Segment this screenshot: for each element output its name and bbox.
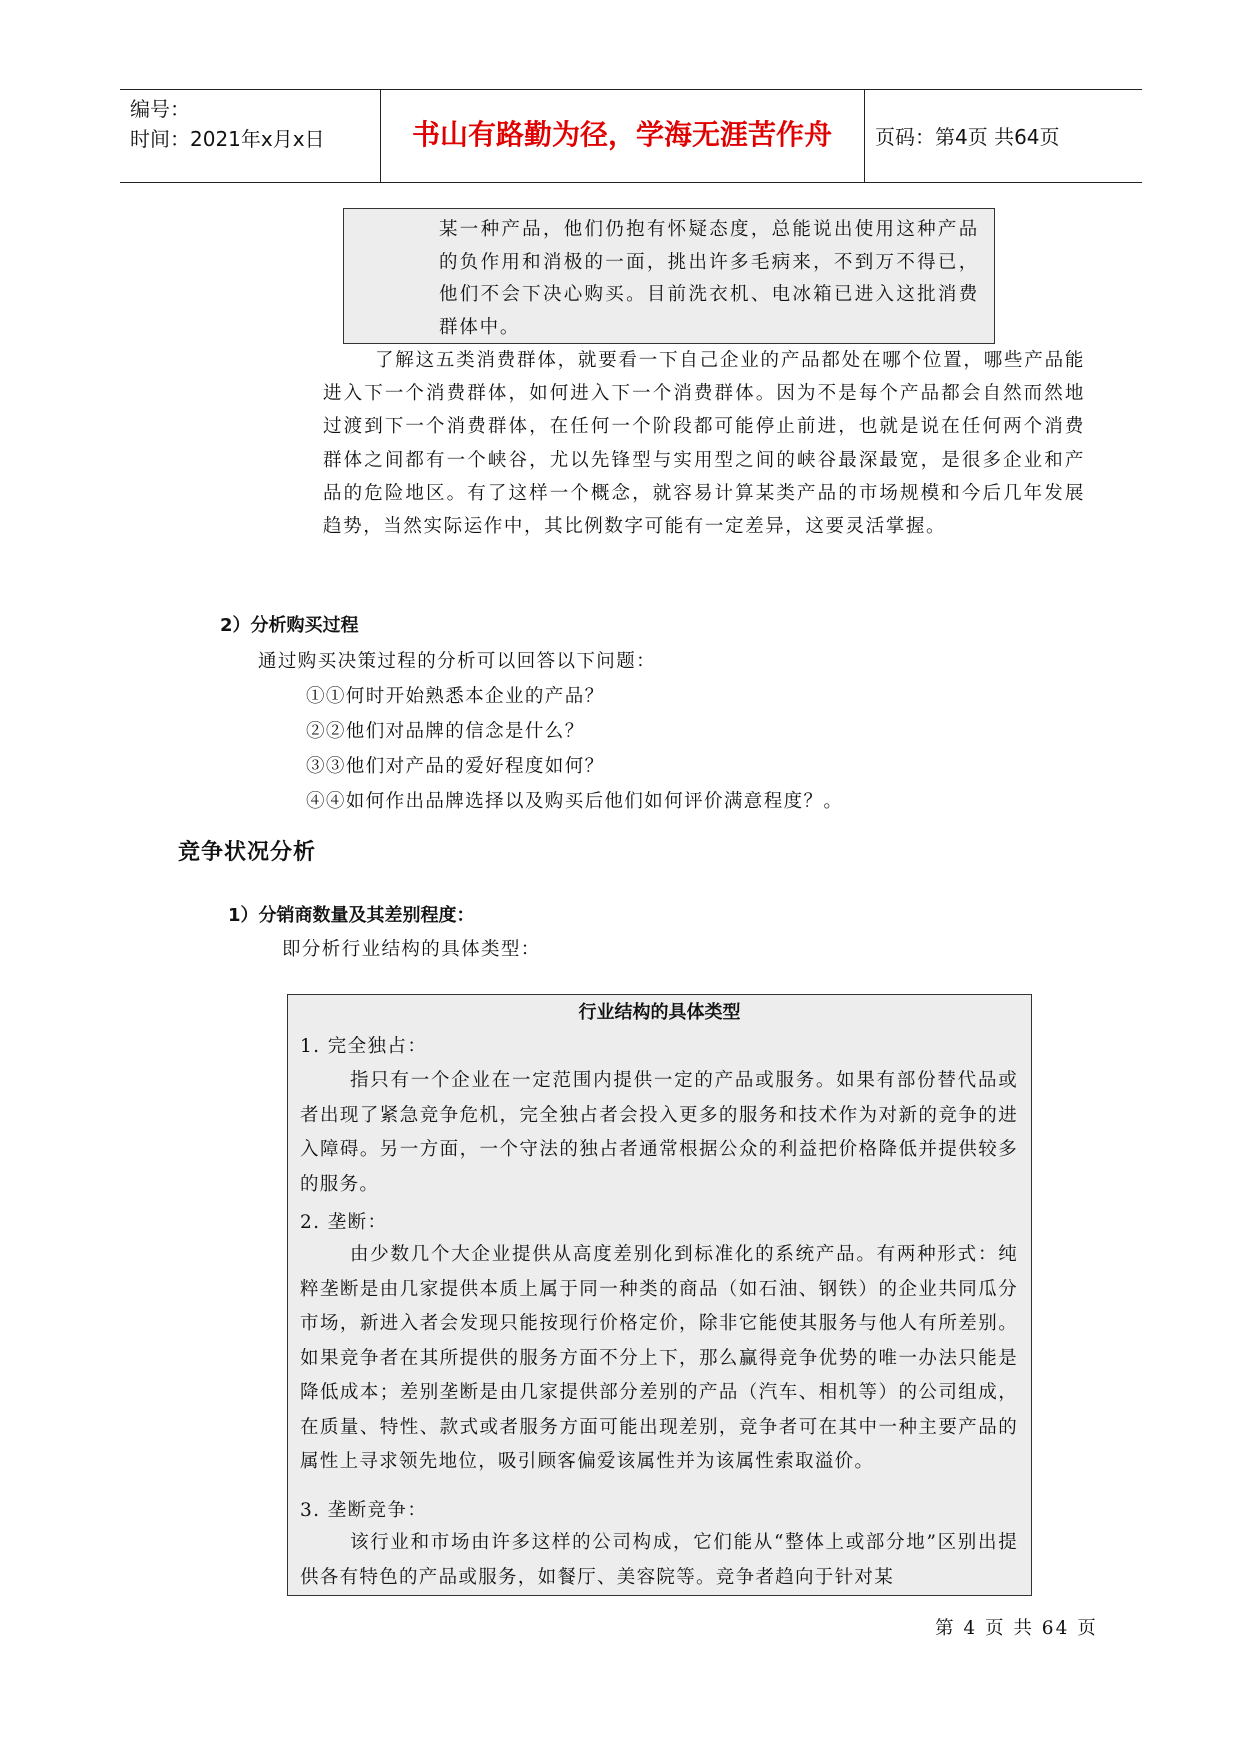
industry-type-label: 1. 完全独占： — [300, 1036, 428, 1057]
page-header — [120, 89, 1142, 183]
consumer-group-box — [343, 208, 995, 344]
document-date: 时间：2021年x月x日 — [130, 127, 325, 151]
header-motto: 书山有路勤为径，学海无涯苦作舟 — [411, 118, 832, 151]
header-divider — [864, 90, 865, 182]
competition-heading: 竞争状况分析 — [178, 840, 317, 865]
consumer-group-text: 某一种产品，他们仍抱有怀疑态度，总能说出使用这种产品的负作用和消极的一面，挑出许多毛病来，不到万不得已，他们不会下决心购买。目前洗衣机、电冰箱已进入这批消费群体中。 — [439, 219, 979, 338]
page-footer: 第 4 页 共 64 页 — [935, 1618, 1098, 1639]
distributor-heading: 1）分销商数量及其差别程度： — [228, 905, 475, 926]
industry-type-label: 3. 垄断竞争： — [300, 1500, 428, 1521]
industry-type-text: 指只有一个企业在一定范围内提供一定的产品或服务。如果有部份替代品或者出现了紧急竞争危机，完全独占者会投入更多的服务和技术作为对新的竞争的进入障碍。另一方面，一个守法的独占者通常根据公众的利益把价格降低并提供较多的服务。 — [300, 1070, 1018, 1195]
industry-type-text: 由少数几个大企业提供从高度差别化到标准化的系统产品。有两种形式：纯粹垄断是由几家提供本质上属于同一种类的商品（如石油、钢铁）的企业共同瓜分市场，新进入者会发现只能按现行价格定价，除非它能使其服务与他人有所差别。如果竞争者在其所提供的服务方面不分上下，那么赢得竞争优势的唯一办法只能是降低成本；差别垄断是由几家提供部分差别的产品（汽车、相机等）的公司组成，在质量、特性、款式或者服务方面可能出现差别，竞争者可在其中一种主要产品的属性上寻求领先地位，吸引顾客偏爱该属性并为该属性索取溢价。 — [300, 1244, 1018, 1472]
industry-intro: 即分析行业结构的具体类型： — [282, 939, 541, 960]
document-number-label: 编号： — [130, 97, 190, 121]
header-page-number: 页码：第4页 共64页 — [875, 125, 1060, 149]
industry-type-text: 该行业和市场由许多这样的公司构成，它们能从“整体上或部分地”区别出提供各有特色的产品或服务，如餐厅、美容院等。竞争者趋向于针对某 — [300, 1532, 1018, 1588]
industry-type-label: 2. 垄断： — [300, 1212, 388, 1233]
question-item: ④④如何作出品牌选择以及购买后他们如何评价满意程度？。 — [306, 791, 844, 812]
body-paragraph: 了解这五类消费群体，就要看一下自己企业的产品都处在哪个位置，哪些产品能进入下一个消费群体，如何进入下一个消费群体。因为不是每个产品都会自然而然地过渡到下一个消费群体，在任何一个阶段都可能停止前进，也就是说在任何两个消费群体之间都有一个峡谷，尤以先锋型与实用型之间的峡谷最深最宽，是很多企业和产品的危险地区。有了这样一个概念，就容易计算某类产品的市场规模和今后几年发展趋势，当然实际运作中，其比例数字可能有一定差异，这要灵活掌握。 — [323, 350, 1085, 538]
industry-box-title: 行业结构的具体类型 — [578, 1002, 741, 1023]
question-item: ①①何时开始熟悉本企业的产品？ — [306, 686, 605, 707]
purchase-intro: 通过购买决策过程的分析可以回答以下问题： — [258, 651, 657, 672]
header-meta — [130, 94, 325, 154]
industry-structure-box — [287, 994, 1032, 1596]
purchase-process-heading: 2）分析购买过程 — [220, 615, 359, 636]
question-item: ③③他们对产品的爱好程度如何？ — [306, 756, 605, 777]
question-item: ②②他们对品牌的信念是什么？ — [306, 721, 585, 742]
